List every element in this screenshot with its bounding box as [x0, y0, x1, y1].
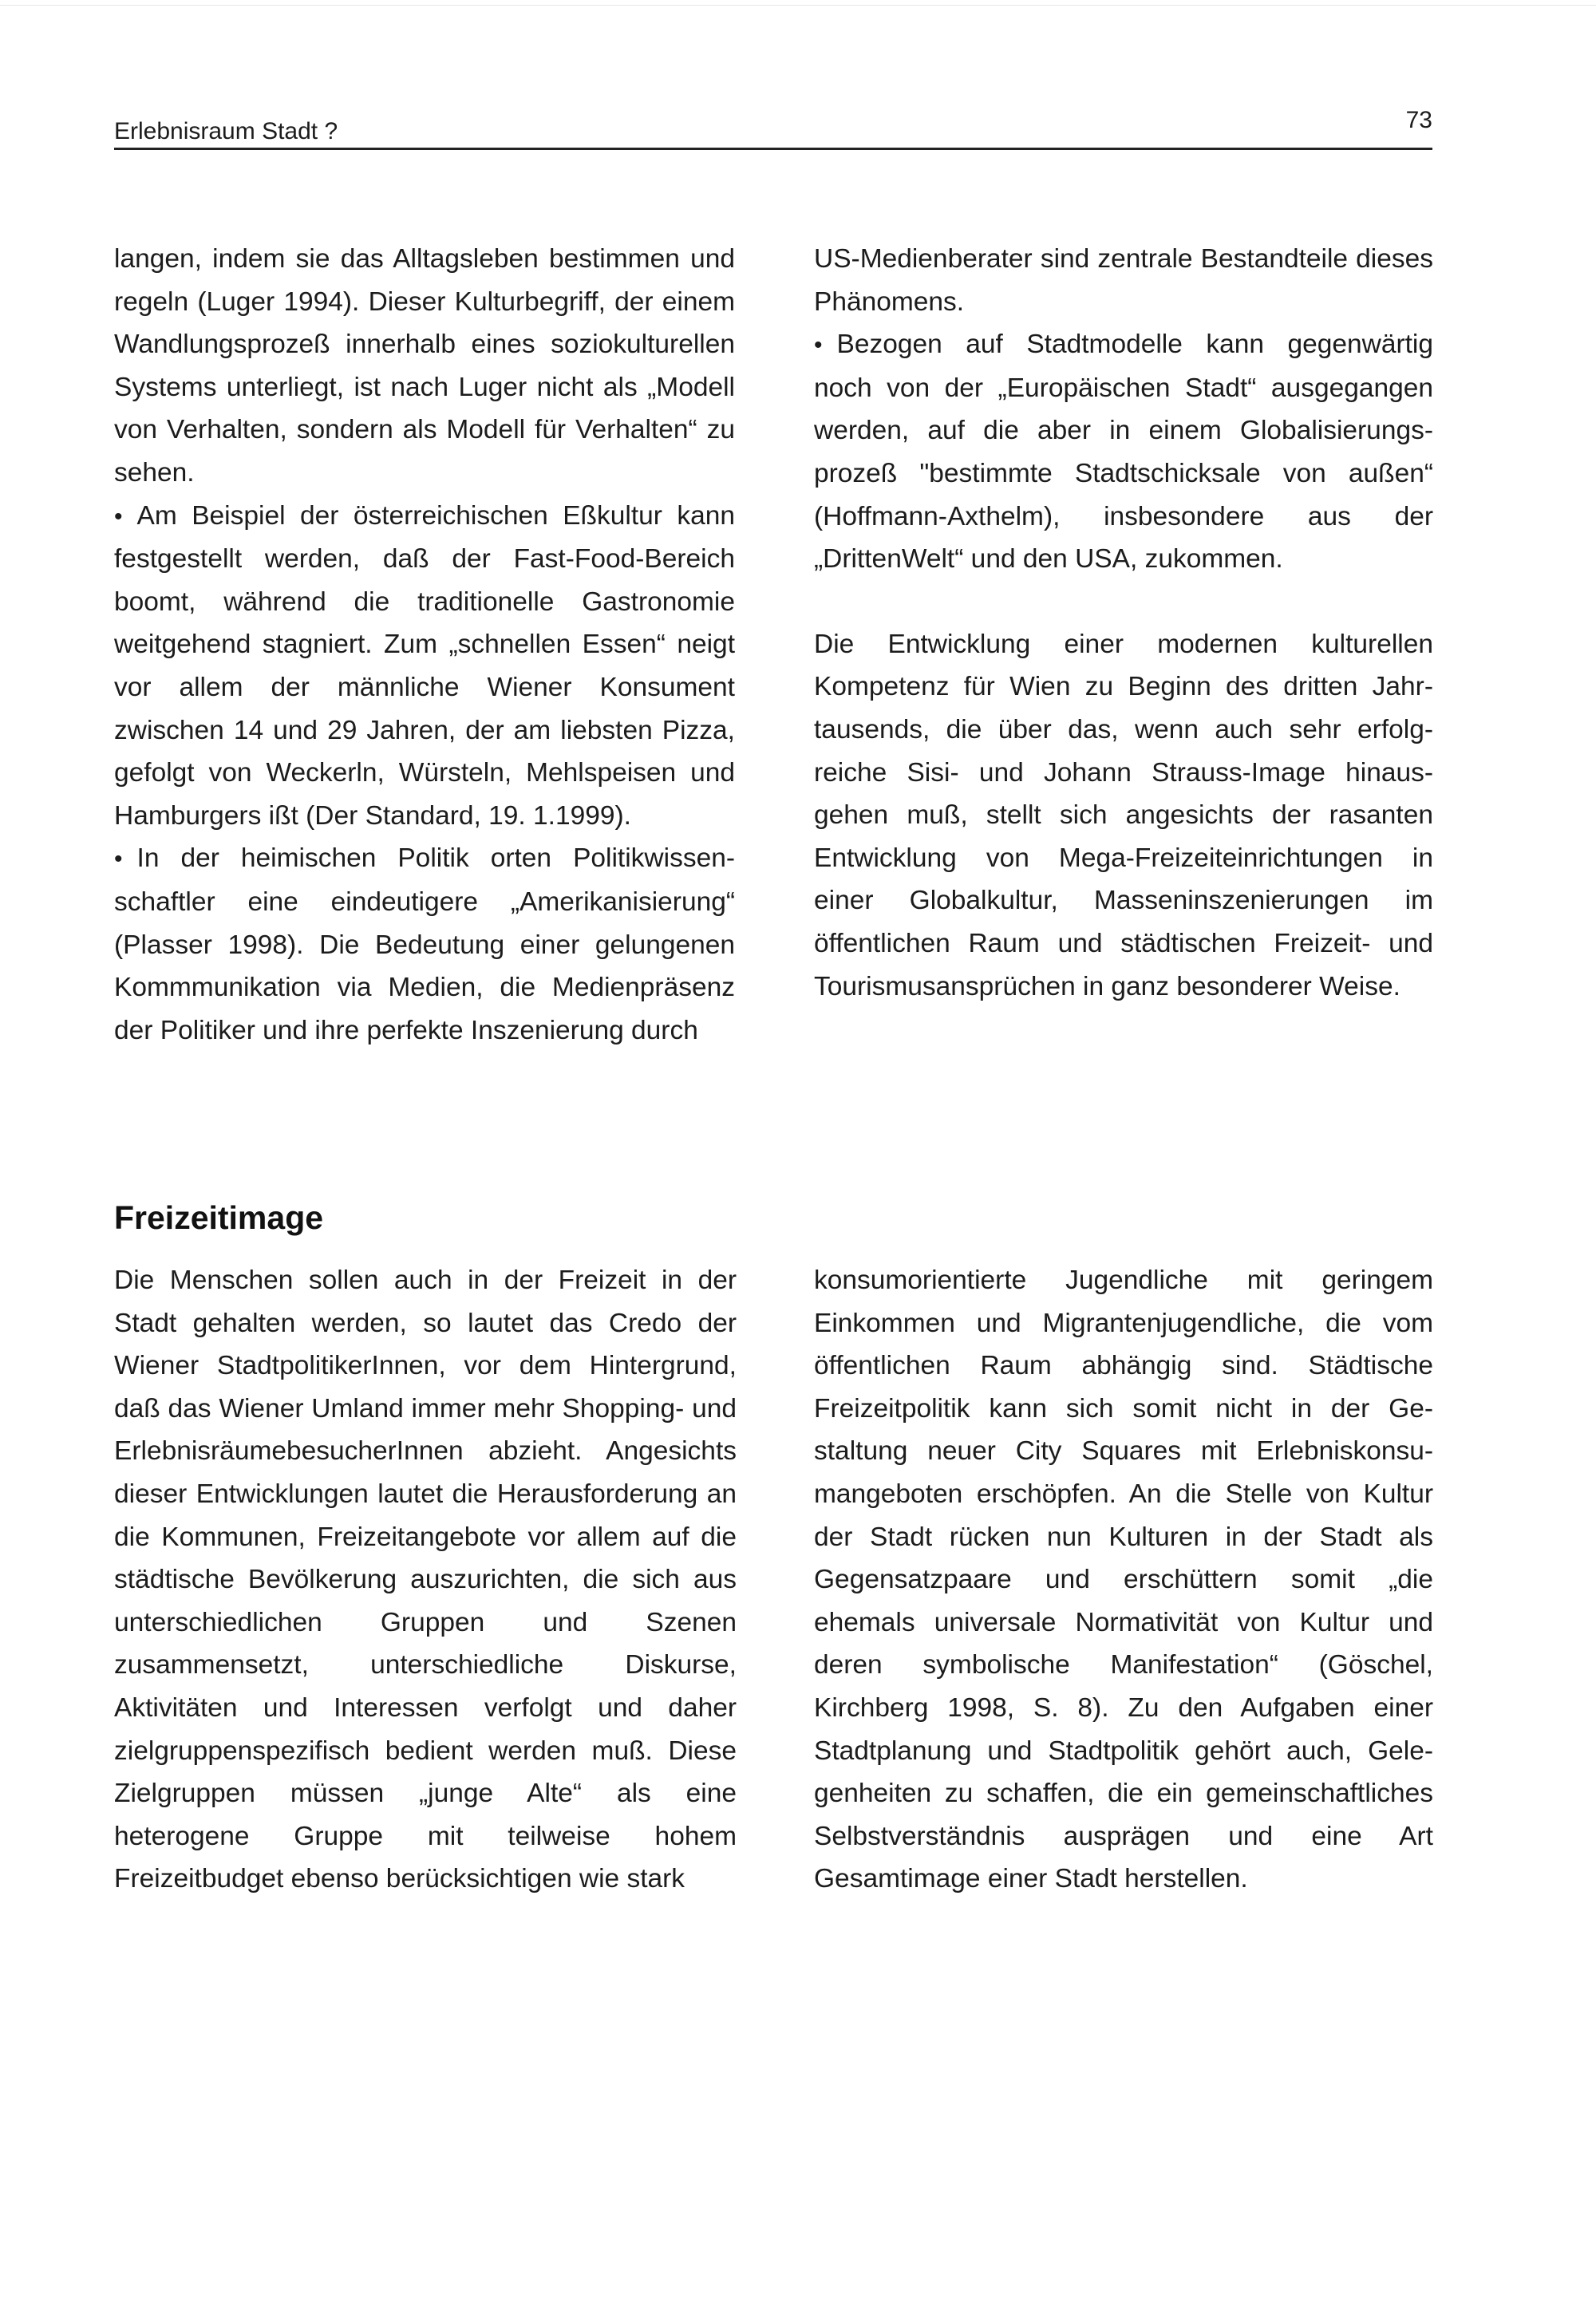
top-column-left — [114, 238, 735, 1052]
bullet-paragraph: • In der heimischen Politik orten Politikwissenschaftler eine eindeutigere „Amerikanisierung“ (Plasser 1998). Die Bedeutung einer gelungenen Kommmunikation via Medien, die Medienpräsenz der Politiker und ihre perfekte Inszenierung durch — [114, 837, 735, 1052]
bullet-paragraph: • Am Beispiel der österreichischen Eßkultur kann festgestellt werden, daß der Fast-Food-Bereich boomt, während die traditionelle Gastronomie weitgehend stagniert. Zum „schnellen Essen“ neigt vor allem der männliche Wiener Konsument zwischen 14 und 29 Jahren, der am liebsten Pizza, gefolgt von Weckerln, Würsteln, Mehlspeisen und Hamburgers ißt (Der Standard, 19. 1.1999). — [114, 495, 735, 838]
paragraph: Die Menschen sollen auch in der Freizeit in der Stadt gehalten werden, so lautet das Credo der Wiener StadtpolitikerInnen, vor dem Hintergrund, daß das Wiener Umland immer mehr Shopping- und ErlebnisräumebesucherInnen abzieht. Angesichts dieser Entwicklungen lautet die Herausforderung an die Kommunen, Freizeitangebote vor allem auf die städtische Bevölkerung auszurichten, die sich aus unterschiedlichen Gruppen und Szenen zusammensetzt, unterschiedliche Diskurse, Aktivitäten und Interessen verfolgt und daher zielgruppenspezifisch bedient werden muß. Diese Zielgruppen müssen „junge Alte“ als eine heterogene Gruppe mit teilweise hohem Freizeitbudget ebenso berücksichtigen wie stark — [114, 1266, 737, 1894]
paragraph: langen, indem sie das Alltagsleben bestimmen und regeln (Luger 1994). Dieser Kulturbegriff, der einem Wandlungsprozeß innerhalb eines soziokulturellen Systems unterliegt, ist nach Luger nicht als „Modell von Verhalten, sondern als Modell für Verhalten“ zu sehen. — [114, 244, 735, 488]
page-number: 73 — [1405, 107, 1432, 133]
page-header — [114, 109, 1432, 150]
section-column-left — [114, 1259, 737, 1901]
paragraph: Die Entwicklung einer modernen kulturellen Kompetenz für Wien zu Beginn des dritten Jahrtausends, die über das, wenn auch sehr erfolgreiche Sisi- und Johann Strauss-Image hinausgehen muß, stellt sich angesichts der rasanten Entwicklung von Mega-Freizeiteinrichtungen in einer Globalkultur, Masseninszenierungen im öffentlichen Raum und städtischen Freizeit- und Tourismusansprüchen in ganz besonderer Weise. — [814, 629, 1433, 1001]
bullet-paragraph: • Bezogen auf Stadtmodelle kann gegenwärtig noch von der „Europäischen Stadt“ ausgegangen werden, auf die aber in einem Globalisierungsprozeß "bestimmte Stadtschicksale von außen“ (Hoffmann-Axthelm), insbesondere aus der „DrittenWelt“ und den USA, zukommen. — [814, 323, 1433, 581]
running-title: Erlebnisraum Stadt ? — [114, 118, 338, 144]
top-column-right — [814, 238, 1433, 1008]
section-heading: Freizeitimage — [114, 1199, 324, 1237]
scan-edge-line — [0, 5, 1596, 6]
section-column-right — [814, 1259, 1433, 1901]
paragraph: konsumorientierte Jugendliche mit geringem Einkommen und Migrantenjugendliche, die vom öffentlichen Raum abhängig sind. Städtische Freizeitpolitik kann sich somit nicht in der Gestaltung neuer City Squares mit Erlebniskonsumangeboten erschöpfen. An die Stelle von Kultur der Stadt rücken nun Kulturen in der Stadt als Gegensatzpaare und erschüttern somit „die ehemals universale Normativität von Kultur und deren symbolische Manifestation“ (Göschel, Kirchberg 1998, S. 8). Zu den Aufgaben einer Stadtplanung und Stadtpolitik gehört auch, Gelegenheiten zu schaffen, die ein gemeinschaftliches Selbstverständnis ausprägen und eine Art Gesamtimage einer Stadt herstellen. — [814, 1266, 1433, 1894]
paragraph: US-Medienberater sind zentrale Bestandteile dieses Phänomens. — [814, 244, 1433, 317]
